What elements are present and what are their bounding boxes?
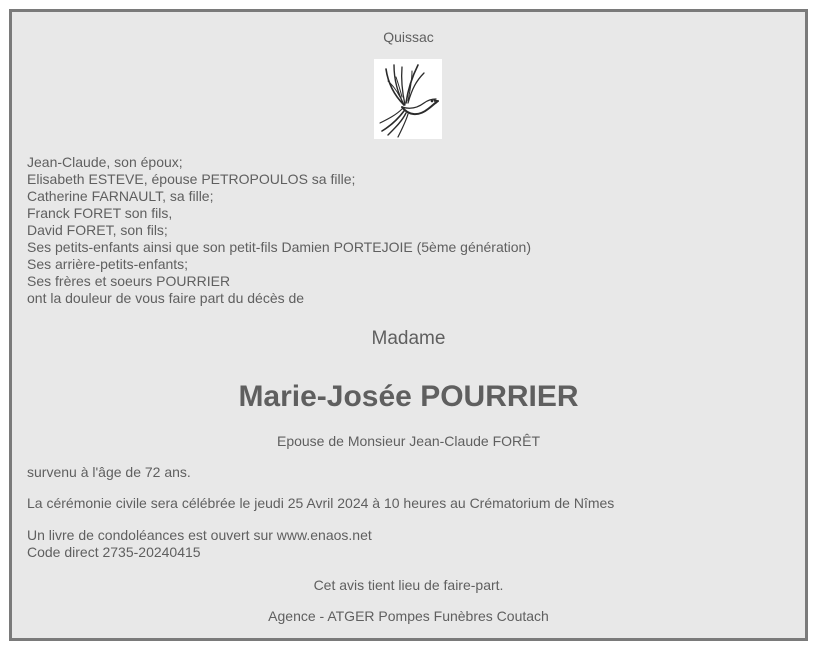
notice-line: Cet avis tient lieu de faire-part. bbox=[313, 577, 504, 593]
family-line: Ses frères et soeurs POURRIER bbox=[27, 273, 231, 289]
deceased-name: Marie-Josée POURRIER bbox=[238, 380, 579, 413]
family-line: Franck FORET son fils, bbox=[27, 205, 173, 221]
spouse-line: Epouse de Monsieur Jean-Claude FORÊT bbox=[276, 433, 541, 449]
condolence-line: Un livre de condoléances est ouvert sur www.enaos.net bbox=[27, 527, 372, 543]
family-line: ont la douleur de vous faire part du décès de bbox=[27, 290, 305, 306]
location-label: Quissac bbox=[383, 29, 434, 45]
agency-line: Agence - ATGER Pompes Funèbres Coutach bbox=[268, 608, 549, 624]
family-list bbox=[27, 154, 531, 307]
family-line: Catherine FARNAULT, sa fille; bbox=[27, 188, 214, 204]
family-line: Jean-Claude, son époux; bbox=[27, 154, 183, 170]
dove-illustration bbox=[374, 59, 442, 139]
dove-icon bbox=[374, 59, 442, 139]
family-line: Ses petits-enfants ainsi que son petit-fils Damien PORTEJOIE (5ème génération) bbox=[27, 239, 531, 255]
obituary-notice bbox=[9, 9, 808, 641]
direct-code-line: Code direct 2735-20240415 bbox=[27, 544, 201, 560]
age-line: survenu à l'âge de 72 ans. bbox=[27, 464, 191, 480]
ceremony-line: La cérémonie civile sera célébrée le jeudi 25 Avril 2024 à 10 heures au Crématorium de Nîmes bbox=[27, 495, 615, 511]
family-line: Elisabeth ESTEVE, épouse PETROPOULOS sa fille; bbox=[27, 171, 356, 187]
family-line: David FORET, son fils; bbox=[27, 222, 168, 238]
family-line: Ses arrière-petits-enfants; bbox=[27, 256, 189, 272]
honorific-title: Madame bbox=[371, 328, 446, 349]
